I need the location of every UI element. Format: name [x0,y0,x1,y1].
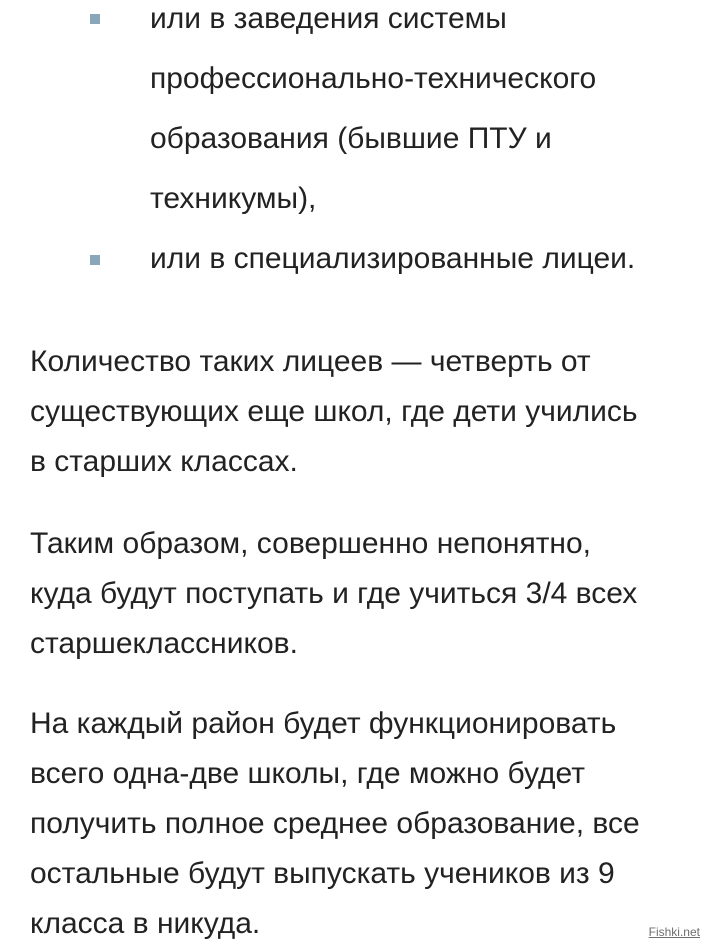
paragraph-line: старшеклассников. [30,627,298,660]
paragraph-line: На каждый район будет функционировать [30,707,617,740]
bullet-text-line: профессионально-технического [150,62,597,95]
bullet-text-line: образования (бывшие ПТУ и [150,122,552,155]
paragraph-line: в старших классах. [30,445,298,478]
paragraph-line: куда будут поступать и где учиться 3/4 всех [30,577,638,610]
bullet-text-line: или в специализированные лицеи. [150,242,636,275]
paragraph-line: существующих еще школ, где дети учились [30,395,638,428]
bullet-marker [90,255,100,265]
bullet-marker [90,14,100,24]
paragraph-line: класса в никуда. [30,907,261,940]
paragraph-line: получить полное среднее образование, все [30,807,640,840]
paragraph-line: Количество таких лицеев — четверть от [30,345,591,378]
bullet-text-line: или в заведения системы [150,2,507,35]
watermark: Fishki.net [648,925,700,939]
paragraph-line: Таким образом, совершенно непонятно, [30,527,592,560]
bullet-text-line: техникумы), [150,182,317,215]
paragraph-line: всего одна-две школы, где можно будет [30,757,585,790]
paragraph-line: остальные будут выпускать учеников из 9 [30,857,615,890]
